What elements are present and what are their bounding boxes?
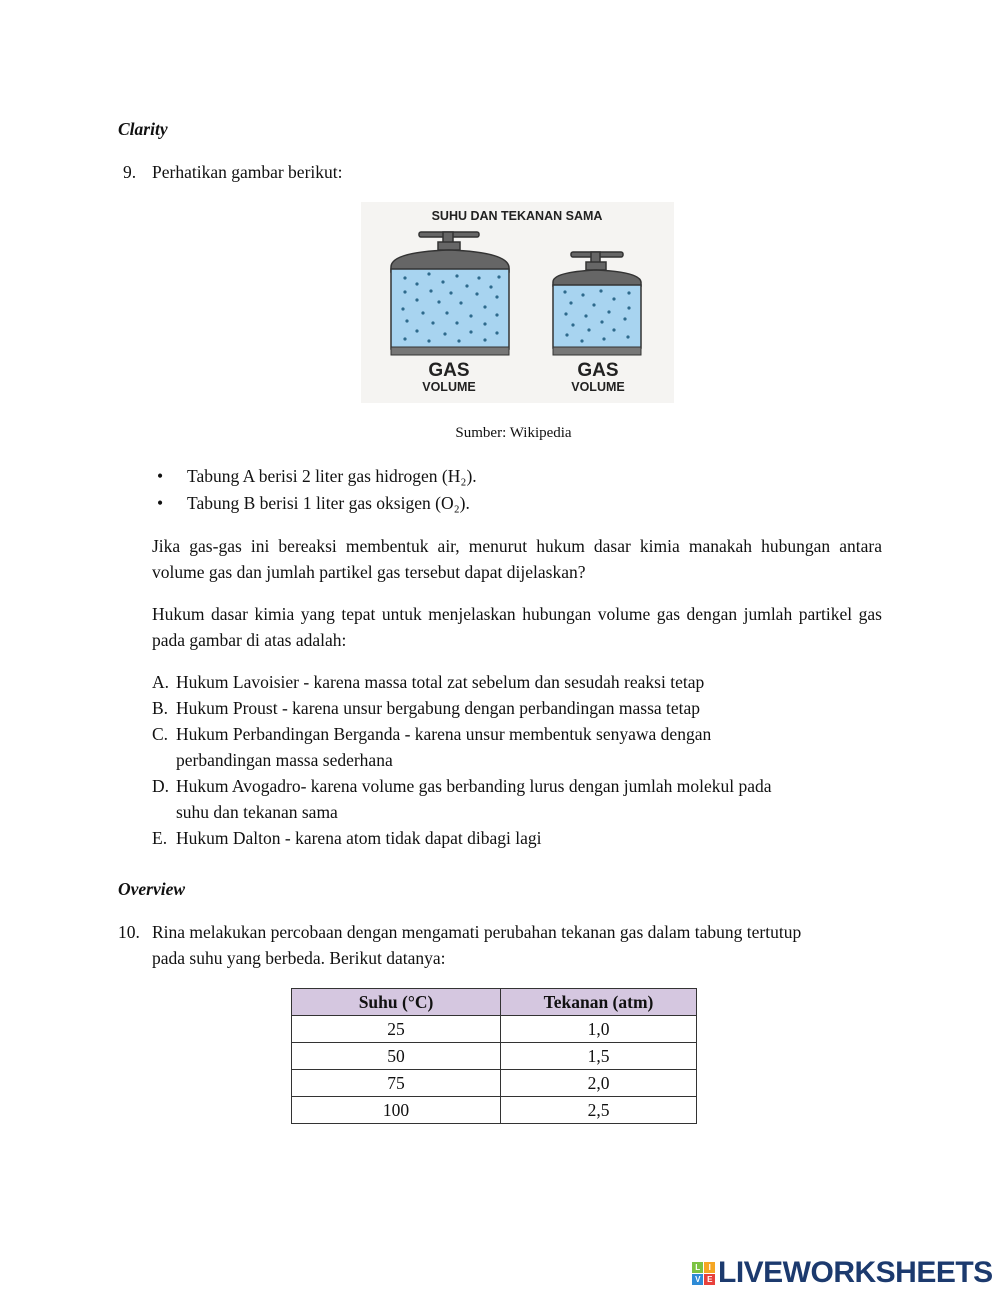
logo-block: E — [704, 1274, 715, 1285]
option-text-cont: suhu dan tekanan sama — [176, 802, 338, 822]
option-text: Hukum Dalton - karena atom tidak dapat dibagi lagi — [176, 828, 542, 848]
bullet-icon: • — [157, 466, 164, 486]
gas-figure — [361, 202, 674, 403]
cell-suhu: 75 — [292, 1070, 501, 1097]
table-row — [292, 1070, 697, 1097]
gas-cylinders-illustration — [361, 202, 674, 403]
label-volume-a: VOLUME — [422, 380, 476, 394]
question-prompt: Perhatikan gambar berikut: — [152, 162, 343, 182]
table-row — [292, 1097, 697, 1124]
bullet-icon: • — [157, 493, 164, 513]
option-text: Hukum Lavoisier - karena massa total zat sebelum dan sesudah reaksi tetap — [176, 672, 705, 692]
logo-text: LIVEWORKSHEETS — [718, 1256, 993, 1289]
option-label: D. — [152, 776, 170, 796]
logo-block: V — [692, 1274, 703, 1285]
liveworksheets-logo — [692, 1256, 993, 1290]
option-label: E. — [152, 828, 168, 848]
question-number: 10. — [118, 922, 140, 942]
cell-tekanan: 1,5 — [501, 1043, 697, 1070]
bullet-item: Tabung A berisi 2 liter gas hidrogen (H₂). — [187, 466, 477, 486]
label-gas-b: GAS — [577, 360, 619, 381]
option-label: C. — [152, 724, 169, 744]
cell-tekanan: 2,5 — [501, 1097, 697, 1124]
label-volume-b: VOLUME — [571, 380, 625, 394]
cell-suhu: 100 — [292, 1097, 501, 1124]
logo-block: L — [692, 1262, 703, 1273]
figure-caption: Sumber: Wikipedia — [455, 425, 572, 441]
column-header: Tekanan (atm) — [501, 989, 697, 1016]
cell-suhu: 50 — [292, 1043, 501, 1070]
option-text: Hukum Proust - karena unsur bergabung dengan perbandingan massa tetap — [176, 698, 701, 718]
cell-tekanan: 2,0 — [501, 1070, 697, 1097]
bullet-item: Tabung B berisi 1 liter gas oksigen (O₂). — [187, 493, 470, 513]
question-paragraph: Jika gas-gas ini bereaksi membentuk air, menurut hukum dasar kimia manakah hubungan antara volume gas dan jumlah partikel gas tersebut dapat dijelaskan? — [152, 536, 882, 582]
figure-title: SUHU DAN TEKANAN SAMA — [431, 209, 603, 223]
option-c[interactable] — [152, 721, 711, 773]
option-text: Hukum Perbandingan Berganda - karena unsur membentuk senyawa dengan — [176, 724, 712, 744]
label-gas-a: GAS — [428, 360, 470, 381]
question-text-cont: pada suhu yang berbeda. Berikut datanya: — [152, 948, 446, 968]
option-d[interactable] — [152, 773, 772, 825]
data-table — [291, 988, 697, 1124]
section-heading-overview: Overview — [118, 879, 186, 899]
logo-block: I — [704, 1262, 715, 1273]
table-row — [292, 1016, 697, 1043]
table-row — [292, 1043, 697, 1070]
option-label: A. — [152, 672, 170, 692]
option-text-cont: perbandingan massa sederhana — [176, 750, 393, 770]
question-number: 9. — [123, 162, 137, 182]
question-paragraph: Hukum dasar kimia yang tepat untuk menjelaskan hubungan volume gas dengan jumlah partikel gas pada gambar di atas adalah: — [152, 604, 882, 650]
column-header: Suhu (°C) — [292, 989, 501, 1016]
table-header-row — [292, 989, 697, 1016]
section-heading-clarity: Clarity — [118, 119, 168, 139]
logo-blocks-icon — [692, 1262, 715, 1285]
option-b[interactable] — [152, 695, 700, 721]
option-text: Hukum Avogadro- karena volume gas berbanding lurus dengan jumlah molekul pada — [176, 776, 772, 796]
option-label: B. — [152, 698, 169, 718]
cell-suhu: 25 — [292, 1016, 501, 1043]
question-text: Rina melakukan percobaan dengan mengamati perubahan tekanan gas dalam tabung tertutup — [152, 922, 802, 942]
option-a[interactable] — [152, 669, 704, 695]
option-e[interactable] — [152, 825, 541, 851]
cell-tekanan: 1,0 — [501, 1016, 697, 1043]
